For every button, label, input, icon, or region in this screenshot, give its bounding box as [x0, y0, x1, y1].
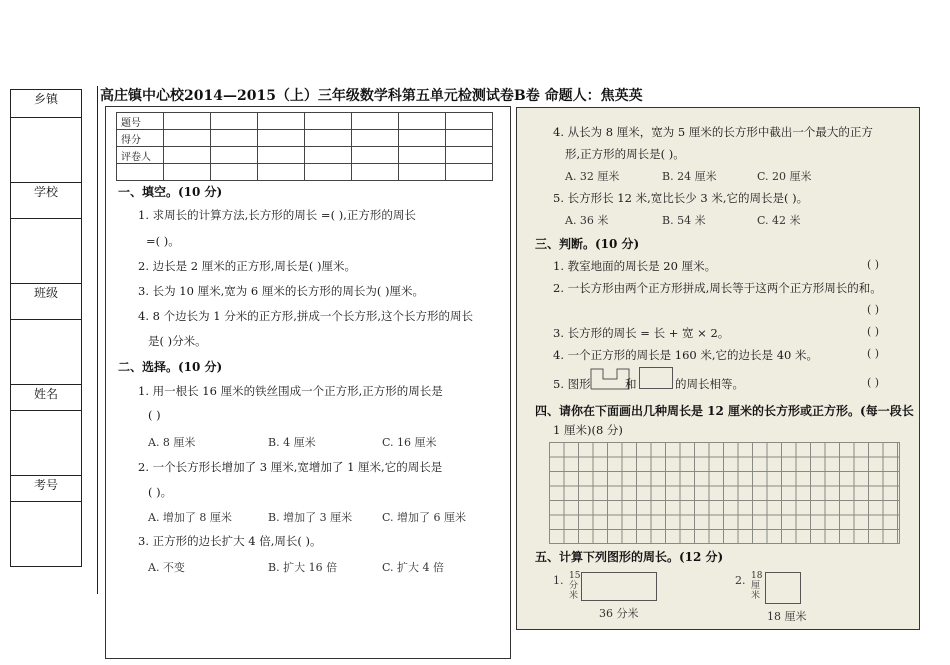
- square-figure: [765, 572, 801, 604]
- section-true-false: 三、判断。(10 分): [535, 237, 640, 251]
- label-school: 学校: [11, 183, 82, 219]
- student-info-table: [10, 89, 82, 567]
- answer-paren[interactable]: ( ): [867, 347, 880, 360]
- figure-bottom-label: 18 厘米: [767, 610, 807, 623]
- label-exam-number: 考号: [11, 476, 82, 502]
- figure-number: 2.: [735, 574, 746, 587]
- question-text: 3. 正方形的边长扩大 4 倍,周长( )。: [138, 534, 322, 548]
- label-name: 姓名: [11, 385, 82, 411]
- label-class: 班级: [11, 284, 82, 320]
- answer-paren[interactable]: ( ): [867, 303, 880, 316]
- field-class[interactable]: [11, 320, 82, 385]
- question-text: 1. 求周长的计算方法,长方形的周长 =( ),正方形的周长: [138, 208, 416, 222]
- choice-option: B. 24 厘米: [662, 170, 717, 183]
- drawing-grid[interactable]: [549, 442, 900, 544]
- section-perimeter: 五、计算下列图形的周长。(12 分): [535, 550, 724, 564]
- question-text: 是( )分米。: [148, 334, 207, 348]
- binding-line: [97, 86, 98, 594]
- score-row-label: 得分: [117, 130, 164, 147]
- choice-option: A. 36 米: [565, 214, 609, 227]
- question-text: ( )。: [148, 485, 173, 499]
- rectangle-figure: [639, 367, 673, 389]
- figure-side-label: 18 厘 米: [751, 571, 763, 601]
- section-fill-blank: 一、填空。(10 分): [118, 185, 223, 199]
- field-exam-number[interactable]: [11, 502, 82, 567]
- rectangle-figure: [581, 572, 657, 601]
- question-text: 4. 8 个边长为 1 分米的正方形,拼成一个长方形,这个长方形的周长: [138, 309, 474, 323]
- question-text: 3. 长方形的周长 = 长 + 宽 × 2。: [553, 326, 730, 340]
- question-text: 1. 教室地面的周长是 20 厘米。: [553, 259, 717, 273]
- question-text: 4. 从长为 8 厘米，宽为 5 厘米的长方形中截出一个最大的正方: [553, 125, 873, 139]
- question-text: 1 厘米)(8 分): [553, 423, 623, 437]
- score-table: [116, 112, 493, 181]
- figure-side-label: 15 分 米: [569, 571, 581, 601]
- exam-page-right: [516, 107, 920, 630]
- figure-number: 1.: [553, 574, 564, 587]
- choice-option: C. 16 厘米: [382, 436, 437, 449]
- choice-option: C. 扩大 4 倍: [382, 561, 445, 574]
- section-drawing: 四、请你在下面画出几种周长是 12 厘米的长方形或正方形。(每一段长: [535, 404, 914, 418]
- figure-bottom-label: 36 分米: [599, 607, 639, 620]
- answer-paren[interactable]: ( ): [867, 325, 880, 338]
- choice-option: A. 增加了 8 厘米: [148, 511, 232, 524]
- question-text: 2. 边长是 2 厘米的正方形,周长是( )厘米。: [138, 259, 357, 273]
- question-text: 2. 一长方形由两个正方形拼成,周长等于这两个正方形周长的和。: [553, 281, 882, 295]
- answer-paren[interactable]: ( ): [867, 376, 880, 389]
- field-town[interactable]: [11, 118, 82, 183]
- choice-option: C. 20 厘米: [757, 170, 812, 183]
- question-text: 5. 图形: [553, 377, 591, 391]
- score-row-label: 评卷人: [117, 147, 164, 164]
- question-text: 1. 用一根长 16 厘米的铁丝围成一个正方形,正方形的周长是: [138, 384, 443, 398]
- question-text: 2. 一个长方形长增加了 3 厘米,宽增加了 1 厘米,它的周长是: [138, 460, 443, 474]
- section-multiple-choice: 二、选择。(10 分): [118, 360, 223, 374]
- choice-option: A. 32 厘米: [565, 170, 620, 183]
- choice-option: B. 54 米: [662, 214, 706, 227]
- label-town: 乡镇: [11, 90, 82, 118]
- choice-option: B. 扩大 16 倍: [268, 561, 338, 574]
- choice-option: C. 42 米: [757, 214, 801, 227]
- field-school[interactable]: [11, 219, 82, 284]
- field-name[interactable]: [11, 411, 82, 476]
- question-text: 5. 长方形长 12 米,宽比长少 3 米,它的周长是( )。: [553, 191, 809, 205]
- question-text: 和: [625, 377, 637, 391]
- question-text: =( )。: [146, 234, 180, 248]
- question-text: 形,正方形的周长是( )。: [565, 147, 685, 161]
- choice-option: A. 8 厘米: [148, 436, 196, 449]
- question-text: 3. 长为 10 厘米,宽为 6 厘米的长方形的周长为( )厘米。: [138, 284, 424, 298]
- question-text: 4. 一个正方形的周长是 160 米,它的边长是 40 米。: [553, 348, 818, 362]
- choice-option: C. 增加了 6 厘米: [382, 511, 467, 524]
- page-title: 高庄镇中心校2014—2015（上）三年级数学科第五单元检测试卷B卷 命题人：焦英英: [100, 88, 643, 104]
- question-text: 的周长相等。: [675, 377, 744, 391]
- choice-option: A. 不变: [148, 561, 185, 574]
- exam-page-left: [105, 106, 511, 659]
- answer-paren[interactable]: ( ): [867, 258, 880, 271]
- score-row-label: 题号: [117, 113, 164, 130]
- choice-option: B. 4 厘米: [268, 436, 316, 449]
- question-text: ( ): [148, 408, 161, 422]
- choice-option: B. 增加了 3 厘米: [268, 511, 353, 524]
